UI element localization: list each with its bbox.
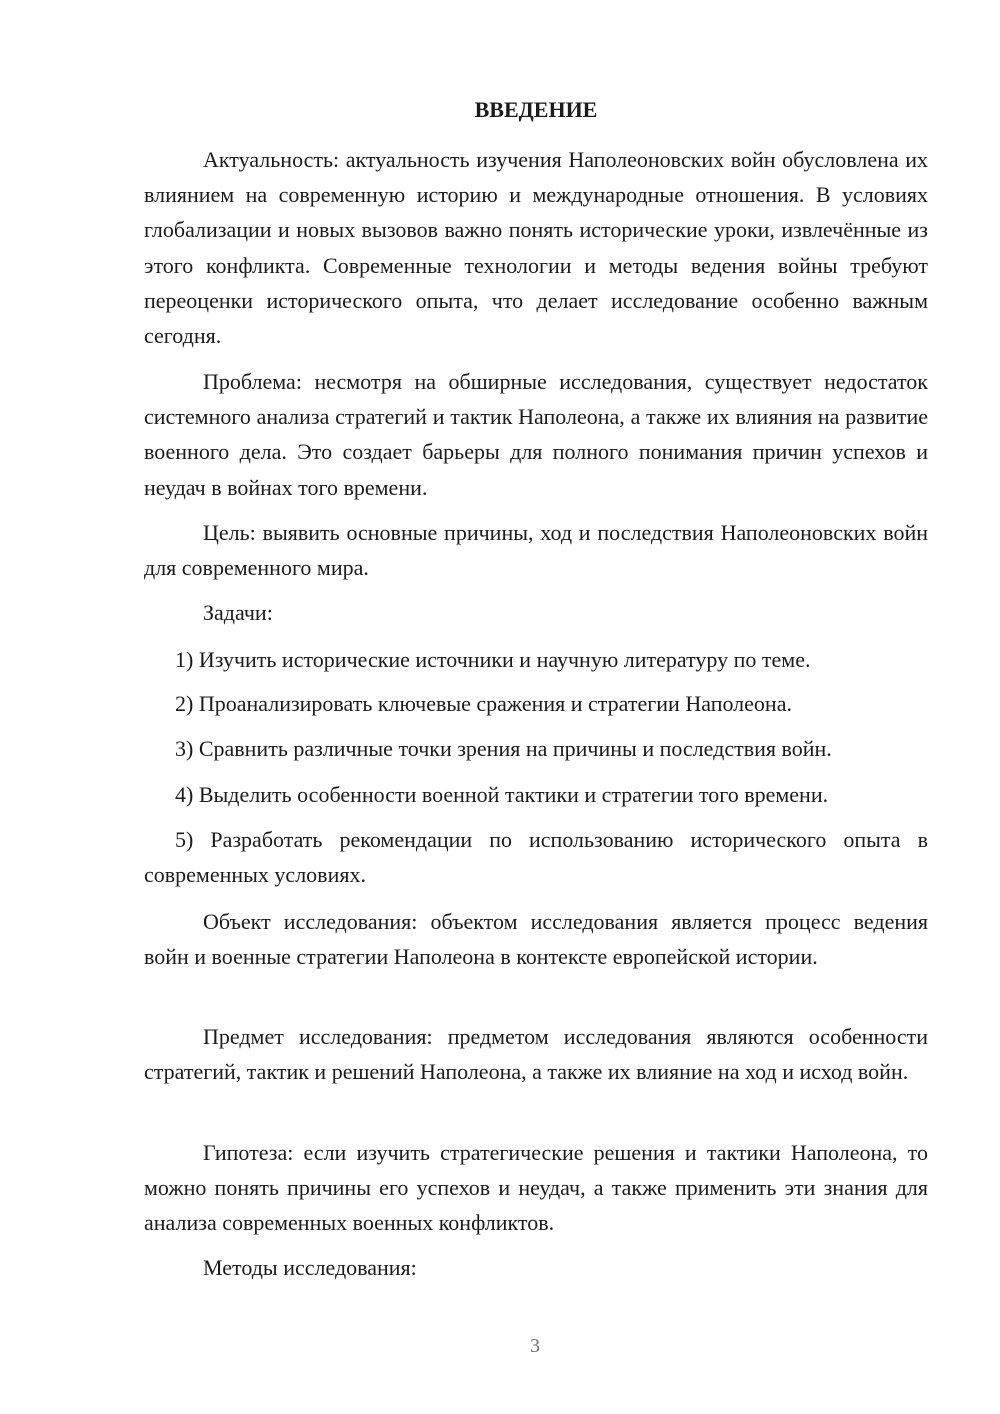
paragraph-object: Объект исследования: объектом исследования является процесс ведения войн и военные стратегии Наполеона в контексте европейской истории. xyxy=(144,909,928,970)
paragraph-goal: Цель: выявить основные причины, ход и последствия Наполеоновских войн для современного мира. xyxy=(144,520,928,581)
methods-heading: Методы исследования: xyxy=(203,1255,417,1280)
task-item-5: 5) Разработать рекомендации по использованию исторического опыта в современных условиях. xyxy=(144,827,928,888)
paragraph-relevance: Актуальность: актуальность изучения Наполеоновских войн обусловлена их влиянием на современную историю и международные отношения. В условиях глобализации и новых вызовов важно понять исторические уроки, извлечённые из этого конфликта. Современные технологии и методы ведения войны требуют переоценки исторического опыта, что делает исследование особенно важным сегодня. xyxy=(144,147,928,349)
page-number: 3 xyxy=(530,1335,540,1357)
paragraph-subject: Предмет исследования: предметом исследования являются особенности стратегий, тактик и решений Наполеона, а также их влияние на ход и исход войн. xyxy=(144,1024,928,1085)
task-item-1: 1) Изучить исторические источники и научную литературу по теме. xyxy=(175,647,811,672)
tasks-heading: Задачи: xyxy=(203,600,273,625)
page-title: ВВЕДЕНИЕ xyxy=(474,97,598,122)
task-item-2: 2) Проанализировать ключевые сражения и стратегии Наполеона. xyxy=(175,691,792,716)
paragraph-problem: Проблема: несмотря на обширные исследования, существует недостаток системного анализа стратегий и тактик Наполеона, а также их влияния на развитие военного дела. Это создает барьеры для полного понимания причин успехов и неудач в войнах того времени. xyxy=(144,369,928,500)
task-item-4: 4) Выделить особенности военной тактики и стратегии того времени. xyxy=(175,782,829,807)
paragraph-hypothesis: Гипотеза: если изучить стратегические решения и тактики Наполеона, то можно понять причины его успехов и неудач, а также применить эти знания для анализа современных военных конфликтов. xyxy=(144,1140,928,1236)
task-item-3: 3) Сравнить различные точки зрения на причины и последствия войн. xyxy=(175,736,832,761)
